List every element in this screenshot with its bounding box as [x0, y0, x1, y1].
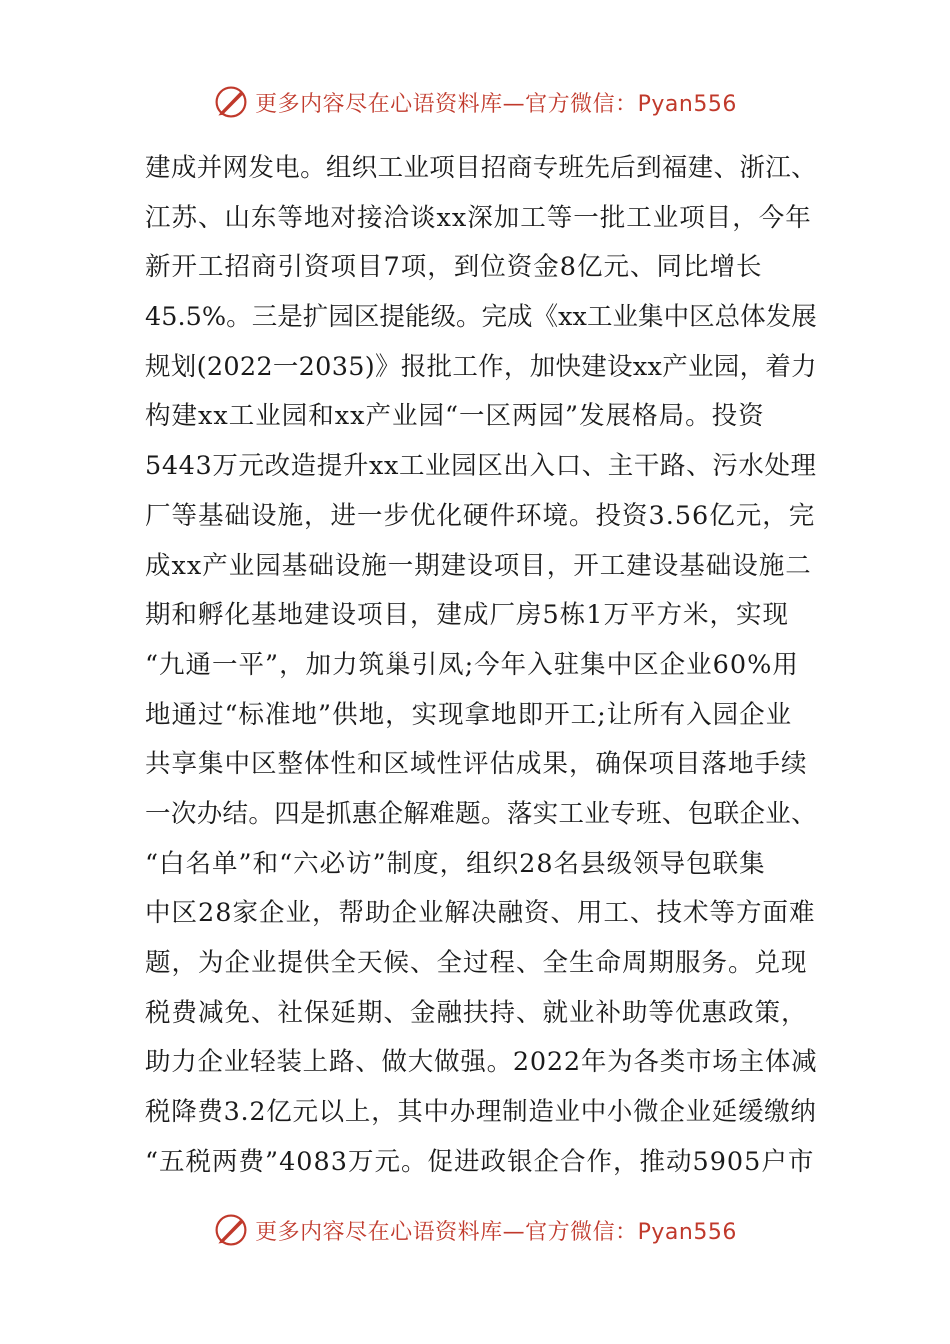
document-body — [145, 144, 818, 1187]
body-text-line: 税费减免、社保延期、金融扶持、就业补助等优惠政策， — [145, 997, 808, 1028]
body-text-line: 45.5%。三是扩园区提能级。完成《xx工业集中区总体发展 — [145, 302, 817, 333]
body-text-line: 一次办结。四是抓惠企解难题。落实工业专班、包联企业、 — [145, 798, 818, 829]
body-text-line: 规划(2022一2035)》报批工作，加快建设xx产业园，着力 — [145, 351, 817, 382]
watermark-text: 更多内容尽在心语资料库—官方微信：Pyan556 — [255, 91, 737, 117]
body-text-line: 期和孵化基地建设项目，建成厂房5栋1万平方米，实现 — [145, 600, 789, 631]
pen-logo-icon — [213, 1212, 249, 1248]
body-text-line: 共享集中区整体性和区域性评估成果，确保项目落地手续 — [145, 749, 808, 780]
body-text-line: 地通过“标准地”供地，实现拿地即开工;让所有入园企业 — [145, 699, 793, 730]
body-text-line: 税降费3.2亿元以上，其中办理制造业中小微企业延缓缴纳 — [145, 1097, 817, 1128]
watermark-text: 更多内容尽在心语资料库—官方微信：Pyan556 — [255, 1219, 737, 1245]
footer-watermark — [0, 1210, 950, 1250]
body-text-line: “白名单”和“六必访”制度，组织28名县级领导包联集 — [145, 848, 766, 879]
body-text-line: 成xx产业园基础设施一期建设项目，开工建设基础设施二 — [145, 550, 812, 581]
body-text-line: 5443万元改造提升xx工业园区出入口、主干路、污水处理 — [145, 451, 817, 482]
body-text-line: 建成并网发电。组织工业项目招商专班先后到福建、浙江、 — [145, 153, 818, 183]
body-text-line: 新开工招商引资项目7项，到位资金8亿元、同比增长 — [145, 252, 763, 283]
body-text-line: 助力企业轻装上路、做大做强。2022年为各类市场主体减 — [145, 1047, 818, 1078]
body-text-line: 题，为企业提供全天候、全过程、全生命周期服务。兑现 — [145, 948, 808, 978]
body-text-line: 厂等基础设施，进一步优化硬件环境。投资3.56亿元，完 — [145, 500, 816, 531]
body-text-line: 中区28家企业，帮助企业解决融资、用工、技术等方面难 — [145, 898, 816, 929]
body-text-line: 江苏、山东等地对接洽谈xx深加工等一批工业项目，今年 — [145, 202, 812, 233]
body-text-line: 构建xx工业园和xx产业园“一区两园”发展格局。投资 — [145, 401, 765, 432]
pen-logo-icon — [213, 84, 249, 120]
header-watermark — [0, 82, 950, 122]
body-text-line: “九通一平”，加力筑巢引凤;今年入驻集中区企业60%用 — [145, 649, 799, 680]
body-text-line: “五税两费”4083万元。促进政银企合作，推动5905户市 — [145, 1146, 815, 1177]
